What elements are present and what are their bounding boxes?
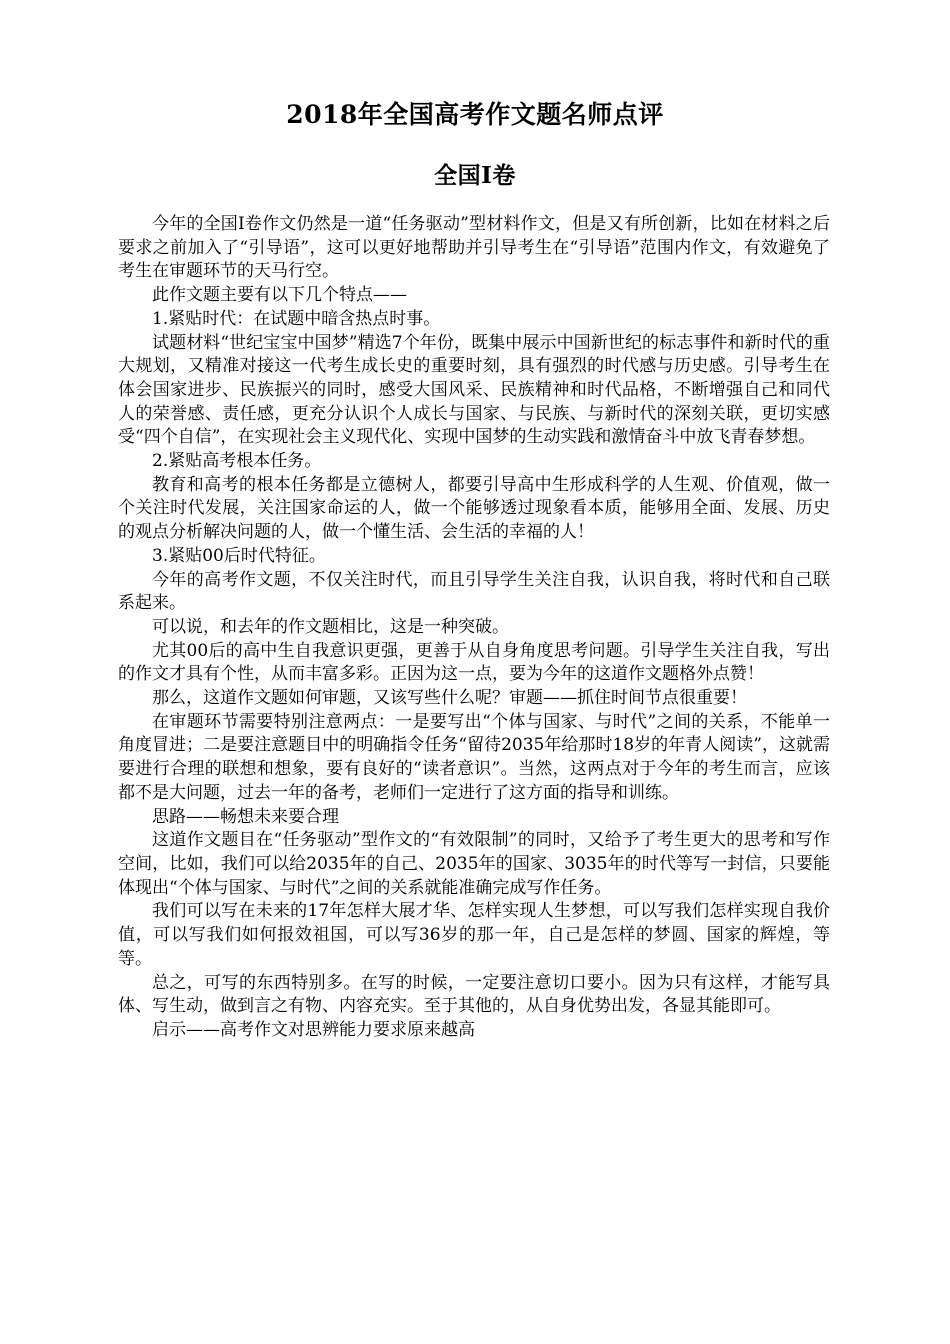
paragraph: 1.紧贴时代：在试题中暗含热点时事。: [152, 308, 441, 329]
document-subtitle: 全国Ⅰ卷: [434, 162, 516, 189]
paragraph: 思路——畅想未来要合理: [152, 806, 339, 827]
paragraph: 我们可以写在未来的17年怎样大展才华、怎样实现人生梦想，可以写我们怎样实现自我价值，可以写我们如何报效祖国，可以写36岁的那一年，自己是怎样的梦圆、国家的辉煌，等等。: [118, 901, 830, 969]
paragraph: 此作文题主要有以下几个特点——: [152, 285, 407, 306]
paragraph: 尤其00后的高中生自我意识更强，更善于从自身角度思考问题。引导学生关注自我，写出的作文才具有个性，从而丰富多彩。正因为这一点，要为今年的这道作文题格外点赞！: [118, 640, 830, 685]
paragraph: 今年的高考作文题，不仅关注时代，而且引导学生关注自我，认识自我，将时代和自己联系起来。: [118, 569, 830, 614]
paragraph: 2.紧贴高考根本任务。: [152, 451, 322, 472]
paragraph: 可以说，和去年的作文题相比，这是一种突破。: [152, 616, 509, 637]
paragraph: 总之，可写的东西特别多。在写的时候，一定要注意切口要小。因为只有这样，才能写具体、写生动，做到言之有物、内容充实。至于其他的，从自身优势出发，各显其能即可。: [118, 972, 830, 1017]
paragraph: 试题材料“世纪宝宝中国梦”精选7个年份，既集中展示中国新世纪的标志事件和新时代的重大规划，又精准对接这一代考生成长史的重要时刻，具有强烈的时代感与历史感。引导考生在体会国家进步、民族振兴的同时，感受大国风采、民族精神和时代品格，不断增强自己和同代人的荣誉感、责任感，更充分认识个人成长与国家、与民族、与新时代的深刻关联，更切实感受“四个自信”，在实现社会主义现代化、实现中国梦的生动实践和激情奋斗中放飞青春梦想。: [118, 332, 830, 448]
document-title: 2018年全国高考作文题名师点评: [286, 100, 664, 129]
paragraph: 教育和高考的根本任务都是立德树人，都要引导高中生形成科学的人生观、价值观，做一个关注时代发展，关注国家命运的人，做一个能够透过现象看本质，能够用全面、发展、历史的观点分析解决问题的人，做一个懂生活、会生活的幸福的人！: [118, 474, 830, 543]
paragraph: 那么，这道作文题如何审题，又该写些什么呢？审题——抓住时间节点很重要！: [152, 688, 747, 709]
paragraph: 在审题环节需要特别注意两点：一是要写出“个体与国家、与时代”之间的关系，不能单一角度冒进；二是要注意题目中的明确指令任务“留待2035年给那时18岁的年青人阅读”，这就需要进行合理的联想和想象，要有良好的“读者意识”。当然，这两点对于今年的考生而言，应该都不是大问题，过去一年的备考，老师们一定进行了这方面的指导和训练。: [118, 711, 830, 803]
paragraph: 启示——高考作文对思辨能力要求原来越高: [152, 1019, 475, 1040]
document-body: [118, 213, 830, 1043]
paragraph: 这道作文题目在“任务驱动”型作文的“有效限制”的同时，又给予了考生更大的思考和写作空间，比如，我们可以给2035年的自己、2035年的国家、3035年的时代等写一封信，只要能体现出“个体与国家、与时代”之间的关系就能准确完成写作任务。: [118, 830, 830, 898]
paragraph: 3.紧贴00后时代特征。: [152, 545, 326, 566]
paragraph: 今年的全国Ⅰ卷作文仍然是一道“任务驱动”型材料作文，但是又有所创新，比如在材料之后要求之前加入了“引导语”，这可以更好地帮助并引导考生在“引导语”范围内作文，有效避免了考生在审题环节的天马行空。: [118, 214, 830, 282]
